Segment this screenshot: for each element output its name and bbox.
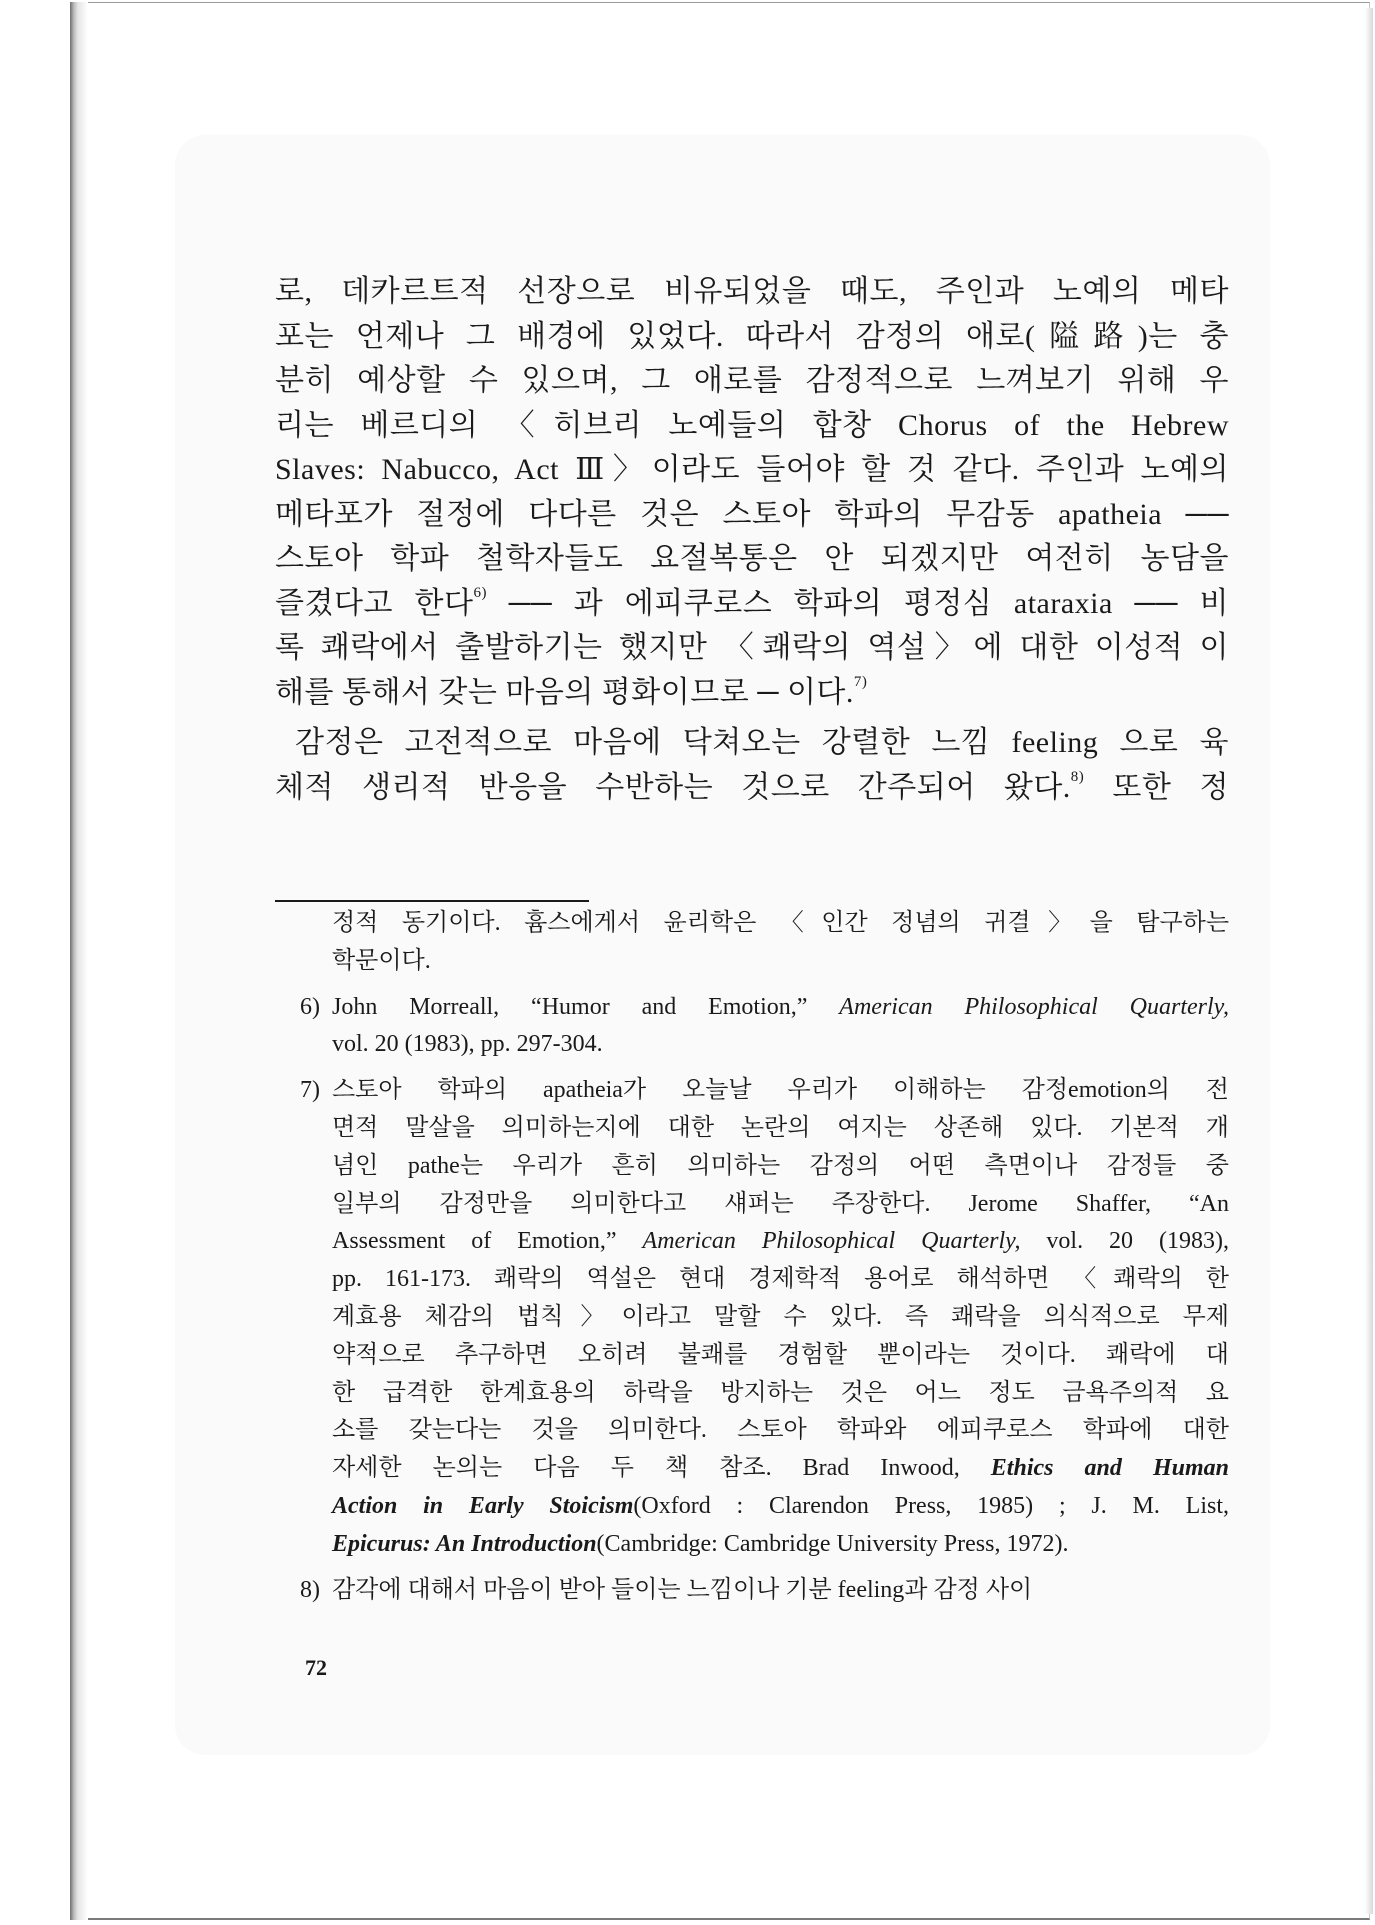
- body-line-text: 체적 생리적 반응을 수반하는 것으로 간주되어 왔다.: [275, 770, 1071, 804]
- body-line: 리는 베르디의 〈히브리 노예들의 합창 Chorus of the Hebrew: [275, 408, 1229, 442]
- body-line: 로, 데카르트적 선장으로 비유되었을 때도, 주인과 노예의 메타: [275, 275, 1229, 308]
- body-line: 감정은 고전적으로 마음에 닥쳐오는 강렬한 느낌 feeling 으로 육: [295, 726, 1229, 759]
- footnote-line: 면적 말살을 의미하는지에 대한 논란의 여지는 상존해 있다. 기본적 개: [332, 1114, 1229, 1141]
- footnote-line: [275, 1488, 1229, 1526]
- footnote-line: [275, 1223, 1229, 1261]
- footnote-line: [275, 1450, 1229, 1488]
- footnote-number: 7): [300, 1077, 320, 1104]
- footnote-ref: 8): [1070, 768, 1085, 785]
- footnote-7: [275, 1072, 1229, 1110]
- body-line: 스토아 학파 철학자들도 요절복통은 안 되겠지만 여전히 농담을: [275, 542, 1229, 575]
- body-line: Slaves: Nabucco, Act Ⅲ〉이라도 들어야 할 것 같다. 주인과 노예의: [275, 453, 1229, 486]
- footnote-line: 계효용 체감의 법칙〉이라고 말할 수 있다. 즉 쾌락을 의식적으로 무제: [332, 1303, 1229, 1330]
- footnote-line: 소를 갖는다는 것을 의미한다. 스토아 학파와 에피쿠로스 학파에 대한: [332, 1417, 1229, 1444]
- footnote-journal: American Philosophical Quarterly,: [642, 1228, 1021, 1255]
- footnote-6: [275, 989, 1229, 1027]
- body-line-text: 또한 정: [1112, 770, 1229, 804]
- footnote-line: pp. 161-173. 쾌락의 역설은 현대 경제학적 용어로 해석하면 〈쾌락의 한: [332, 1266, 1229, 1293]
- body-line: [275, 582, 1229, 627]
- page-number: 72: [305, 1655, 327, 1680]
- footnote-8: [275, 1572, 1229, 1610]
- footnote-line: vol. 20 (1983), pp. 297-304.: [332, 1031, 603, 1058]
- footnote-ref: 6): [473, 584, 487, 601]
- footnotes: [275, 905, 1229, 1609]
- footnote-text: 감각에 대해서 마음이 받아 들이는 느낌이나 기분 feeling과 감정 사이: [332, 1576, 1033, 1603]
- body-line: [275, 766, 1229, 811]
- footnote-ref: 7): [853, 673, 868, 690]
- body-line-text: ── 과 에피쿠로스 학파의 평정심 ataraxia ── 비: [508, 586, 1229, 620]
- footnote-line: 념인 pathe는 우리가 흔히 의미하는 감정의 어떤 측면이나 감정들 중: [332, 1152, 1229, 1179]
- footnote-text: vol. 20 (1983),: [1046, 1228, 1229, 1255]
- footnote-divider: [275, 900, 589, 902]
- footnote-book-title: Ethics and Human: [990, 1455, 1230, 1482]
- body-line: 포는 언제나 그 배경에 있었다. 따라서 감정의 애로(隘路)는 충: [275, 319, 1229, 353]
- body-line-text: 즐겼다고 한다: [275, 586, 474, 620]
- body-line: [275, 671, 1229, 716]
- footnote-journal: American Philosophical Quarterly,: [839, 993, 1229, 1020]
- footnote-line: 학문이다.: [332, 947, 431, 974]
- footnote-book-title: Epicurus: An Introduction: [332, 1530, 597, 1557]
- footnote-line: 정적 동기이다. 흄스에게서 윤리학은 〈인간 정념의 귀결〉을 탐구하는: [332, 910, 1229, 936]
- body-line: 메타포가 절정에 다다른 것은 스토아 학파의 무감동 apatheia ──: [275, 497, 1229, 531]
- body-line: 분히 예상할 수 있으며, 그 애로를 감정적으로 느껴보기 위해 우: [275, 364, 1229, 397]
- page-edge: [1365, 8, 1373, 1914]
- body-line-text: 해를 통해서 갖는 마음의 평화이므로 ─ 이다.: [275, 675, 854, 709]
- footnote-text: Assessment of Emotion,”: [332, 1228, 617, 1255]
- footnote-text: (Oxford : Clarendon Press, 1985) ; J. M. List,: [633, 1492, 1229, 1519]
- footnote-number: 8): [300, 1576, 320, 1603]
- footnote-text: (Cambridge: Cambridge University Press, 1972).: [596, 1530, 1069, 1557]
- page-spine: [70, 2, 88, 1920]
- footnote-number: 6): [300, 993, 320, 1020]
- body-line: 록 쾌락에서 출발하기는 했지만 〈쾌락의 역설〉에 대한 이성적 이: [275, 631, 1229, 664]
- footnote-line: 한 급격한 한계효용의 하락을 방지하는 것은 어느 정도 금욕주의적 요: [332, 1379, 1229, 1406]
- footnote-text: John Morreall, “Humor and Emotion,”: [332, 993, 808, 1020]
- footnote-text: 스토아 학파의 apatheia가 오늘날 우리가 이해하는 감정emotion의 전: [332, 1077, 1229, 1104]
- footnote-line: 약적으로 추구하면 오히려 불쾌를 경험할 뿐이라는 것이다. 쾌락에 대: [332, 1341, 1229, 1368]
- footnote-line: [275, 1526, 1229, 1564]
- footnote-line: 일부의 감정만을 의미한다고 섀퍼는 주장한다. Jerome Shaffer, “An: [332, 1190, 1229, 1217]
- footnote-book-title: Action in Early Stoicism: [332, 1492, 634, 1519]
- footnote-text: 자세한 논의는 다음 두 책 참조. Brad Inwood,: [332, 1455, 960, 1482]
- body-text: [275, 270, 1229, 810]
